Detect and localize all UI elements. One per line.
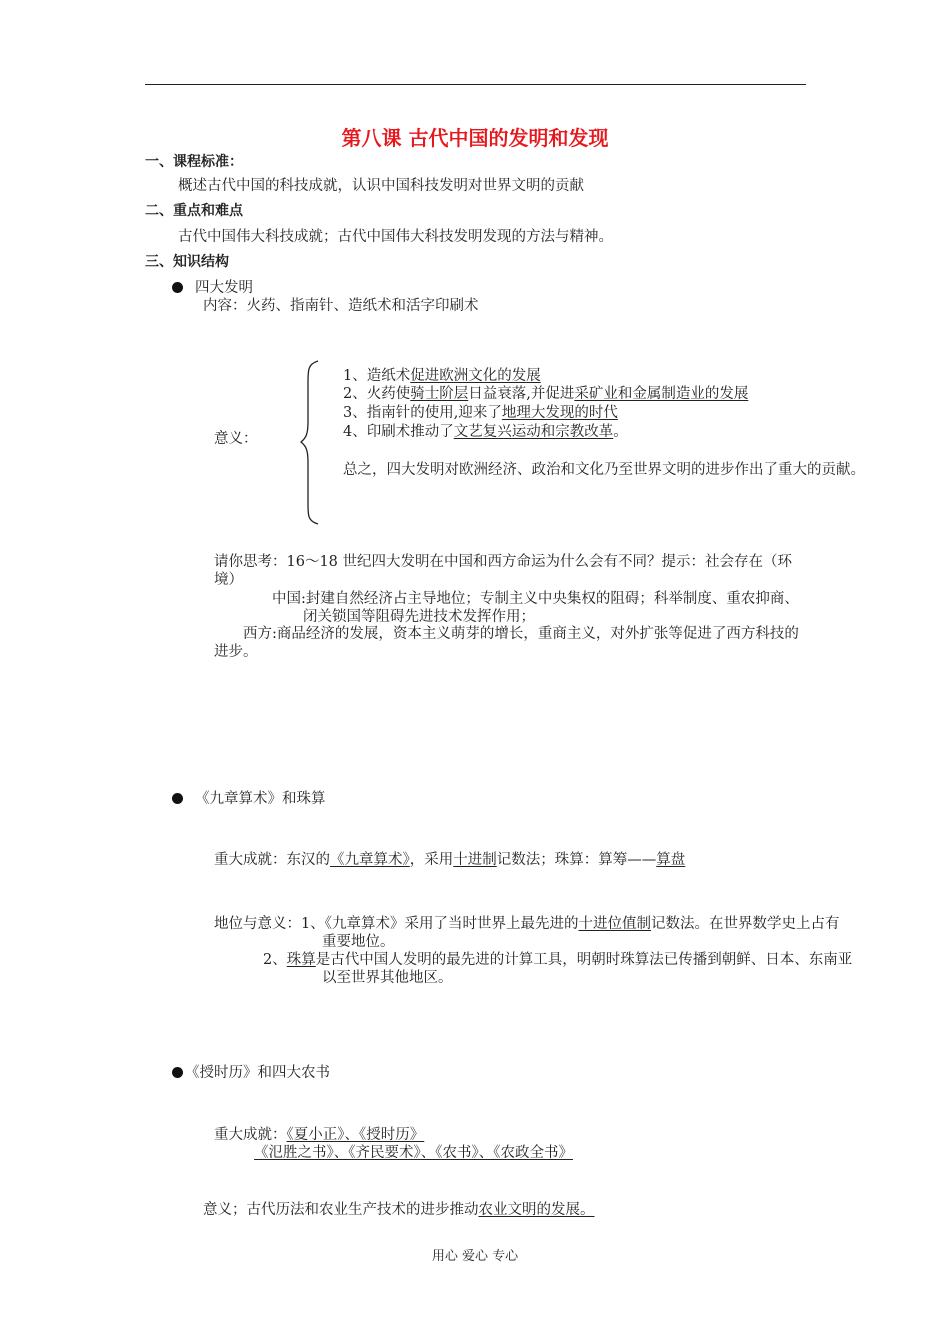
page-title: 第八课 古代中国的发明和发现 xyxy=(341,126,609,150)
section-1-text: 概述古代中国的科技成就，认识中国科技发明对世界文明的贡献 xyxy=(178,178,584,194)
section-2-text: 古代中国伟大科技成就；古代中国伟大科技发明发现的方法与精神。 xyxy=(178,229,613,245)
abacus-line2: 以至世界其他地区。 xyxy=(322,970,453,986)
left-brace-icon xyxy=(300,360,324,525)
think-question-line2: 境） xyxy=(214,572,243,588)
section-2-heading: 二、重点和难点 xyxy=(145,203,243,219)
page-footer: 用心 爱心 专心 xyxy=(431,1249,519,1264)
meaning-item-4: 4、印刷术推动了文艺复兴运动和宗教改革。 xyxy=(343,424,628,440)
header-rule xyxy=(145,84,806,85)
section-3-heading: 三、知识结构 xyxy=(145,254,229,270)
think-west-line2: 进步。 xyxy=(214,644,258,660)
meaning-label: 意义： xyxy=(214,431,258,447)
meaning-item-2: 2、火药使骑士阶层日益衰落,并促进采矿业和金属制造业的发展 xyxy=(343,386,749,402)
calendar-achievement-line2: 《氾胜之书》、《齐民要术》、《农书》、《农政全书》 xyxy=(254,1145,573,1161)
meaning-item-3: 3、指南针的使用,迎来了地理大发现的时代 xyxy=(343,405,618,421)
think-question-line1: 请你思考：16～18 世纪四大发明在中国和西方命运为什么会有不同？提示：社会存在（环 xyxy=(214,554,793,570)
bullet-four-inventions: 四大发明 xyxy=(172,279,253,297)
math-status-line2: 重要地位。 xyxy=(322,934,395,950)
bullet-dot-icon xyxy=(172,793,183,804)
think-china-line1: 中国:封建自然经济占主导地位；专制主义中央集权的阻碍；科举制度、重农抑商、 xyxy=(272,591,799,607)
section-1-heading: 一、课程标准： xyxy=(145,154,243,170)
abacus-line1: 2、珠算是古代中国人发明的最先进的计算工具，明朝时珠算法已传播到朝鲜、日本、东南亚 xyxy=(263,952,853,968)
bullet-nine-chapters: 《九章算术》和珠算 xyxy=(172,790,326,808)
bullet-dot-icon xyxy=(172,282,183,293)
calendar-meaning: 意义；古代历法和农业生产技术的进步推动农业文明的发展。 xyxy=(203,1202,595,1218)
math-status-line1: 地位与意义：1、《九章算术》采用了当时世界上最先进的十进位值制记数法。在世界数学史上占有 xyxy=(214,916,840,932)
bullet-calendar: 《授时历》和四大农书 xyxy=(172,1064,330,1082)
think-west-line1: 西方:商品经济的发展，资本主义萌芽的增长，重商主义，对外扩张等促进了西方科技的 xyxy=(243,626,799,642)
inventions-content: 内容：火药、指南针、造纸术和活字印刷术 xyxy=(203,298,479,314)
meaning-item-1: 1、造纸术促进欧洲文化的发展 xyxy=(343,368,541,384)
think-china-line2: 闭关锁国等阻碍先进技术发挥作用； xyxy=(303,609,535,625)
calendar-achievement-line1: 重大成就：《夏小正》、《授时历》 xyxy=(214,1127,425,1143)
bullet-dot-icon xyxy=(172,1067,183,1078)
math-achievement: 重大成就：东汉的《九章算术》，采用十进制记数法；珠算：算筹——算盘 xyxy=(214,852,686,868)
meaning-summary: 总之，四大发明对欧洲经济、政治和文化乃至世界文明的进步作出了重大的贡献。 xyxy=(343,462,865,478)
